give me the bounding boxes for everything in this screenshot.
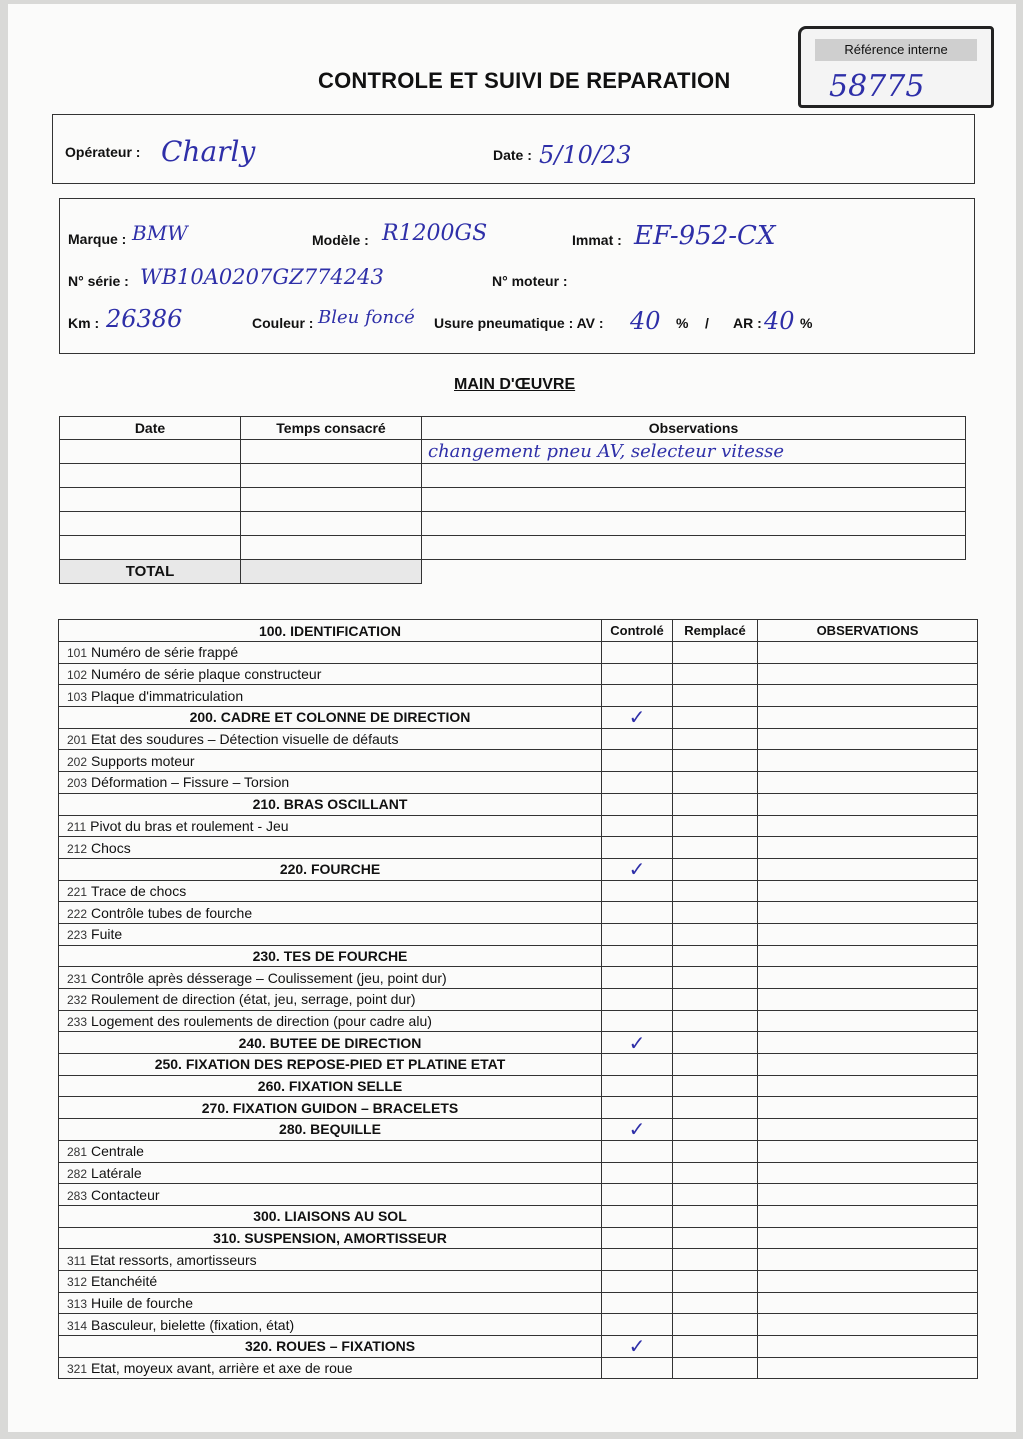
controle-checkbox[interactable] [602,1205,673,1227]
remplace-checkbox[interactable] [673,750,758,772]
checklist-item [59,1249,602,1271]
remplace-checkbox[interactable] [673,1097,758,1119]
checklist-col-controle: Controlé [602,620,673,642]
controle-checkbox[interactable] [602,967,673,989]
checklist-item-label: Logement des roulements de direction (pour cadre alu) [91,1013,432,1030]
controle-checkbox[interactable] [602,1227,673,1249]
remplace-checkbox[interactable] [673,685,758,707]
checklist-item-label: Pivot du bras et roulement - Jeu [90,817,289,834]
checklist-item-label: Roulement de direction (état, jeu, serrage, point dur) [91,991,416,1008]
checklist-item-code: 282 [67,1166,88,1181]
checklist-section-row [59,1097,978,1119]
checklist-item-label: Fuite [91,926,123,943]
remplace-checkbox[interactable] [673,1227,758,1249]
km-label: Km : [68,315,100,331]
remplace-checkbox[interactable] [673,967,758,989]
checklist-item [59,1270,602,1292]
checklist-item-row [59,902,978,924]
main-oeuvre-table [59,416,966,584]
checklist-item-row [59,1270,978,1292]
av-value[interactable]: 40 [630,307,661,335]
remplace-checkbox[interactable] [673,642,758,664]
mo-total-spacer [422,560,966,584]
remplace-checkbox[interactable] [673,902,758,924]
ar-percent: % [800,315,813,331]
checklist-item-code: 314 [67,1318,88,1333]
checklist-item-row [59,1314,978,1336]
mo-cell-observations[interactable]: changement pneu AV, selecteur vitesse [422,440,966,464]
observations-cell[interactable] [758,1249,978,1271]
checklist-section-row [59,945,978,967]
checklist-item-row [59,1010,978,1032]
observations-cell[interactable] [758,1162,978,1184]
checklist-item [59,967,602,989]
checklist-header-row [59,620,978,642]
serie-label: N° série : [68,273,129,289]
observations-cell[interactable] [758,750,978,772]
remplace-checkbox[interactable] [673,793,758,815]
remplace-checkbox[interactable] [673,772,758,794]
ar-label: AR : [733,315,762,331]
checkmark-icon: ✓ [628,705,646,730]
checklist-section-title: 260. FIXATION SELLE [59,1075,602,1097]
checklist-section-row [59,1119,978,1141]
controle-checkbox[interactable] [602,1119,673,1141]
checklist-item [59,1184,602,1206]
serie-value[interactable]: WB10A0207GZ774243 [140,265,384,289]
checklist-item-row [59,815,978,837]
observations-cell[interactable] [758,1075,978,1097]
checklist-item-code: 231 [67,971,88,986]
marque-value[interactable]: BMW [132,221,188,245]
date-value[interactable]: 5/10/23 [539,141,632,169]
checklist-item-row [59,989,978,1011]
checklist-item-code: 212 [67,841,88,856]
mo-col-temps: Temps consacré [241,417,422,440]
mo-cell-observations[interactable] [422,464,966,488]
checklist-section-title: 320. ROUES – FIXATIONS [59,1336,602,1358]
mo-col-observations: Observations [422,417,966,440]
checklist-section-title: 200. CADRE ET COLONNE DE DIRECTION [59,707,602,729]
controle-checkbox[interactable] [602,1032,673,1054]
controle-checkbox[interactable] [602,1184,673,1206]
checklist-item-row [59,728,978,750]
av-percent: % [676,315,689,331]
remplace-checkbox[interactable] [673,728,758,750]
mo-row [60,440,966,464]
checklist-item [59,1010,602,1032]
mo-cell-date[interactable] [60,512,241,536]
checklist-item-row [59,1249,978,1271]
checklist-item-code: 201 [67,733,88,748]
controle-checkbox[interactable] [602,858,673,880]
controle-checkbox[interactable] [602,1249,673,1271]
av-ar-separator: / [705,315,709,331]
checklist-item-code: 202 [67,754,88,769]
remplace-checkbox[interactable] [673,945,758,967]
remplace-checkbox[interactable] [673,858,758,880]
checklist-item-row [59,967,978,989]
checklist-item-label: Etanchéité [91,1273,158,1290]
remplace-checkbox[interactable] [673,815,758,837]
remplace-checkbox[interactable] [673,1270,758,1292]
operator-value[interactable]: Charly [161,135,256,168]
checklist-item-label: Latérale [91,1164,142,1181]
observations-cell[interactable] [758,1010,978,1032]
mo-cell-temps[interactable] [241,440,422,464]
checklist-section-row [59,1032,978,1054]
checklist-item [59,1162,602,1184]
couleur-label: Couleur : [252,315,314,331]
observations-cell[interactable] [758,1336,978,1358]
ar-value[interactable]: 40 [764,307,795,335]
remplace-checkbox[interactable] [673,837,758,859]
checklist-item-code: 312 [67,1275,88,1290]
marque-label: Marque : [68,231,127,247]
observations-cell[interactable] [758,902,978,924]
checklist-item [59,837,602,859]
checklist-item-code: 232 [67,993,88,1008]
checklist-section-title: 230. TES DE FOURCHE [59,945,602,967]
controle-checkbox[interactable] [602,1357,673,1379]
checklist-item-row [59,663,978,685]
observations-cell[interactable] [758,685,978,707]
mo-cell-date[interactable] [60,536,241,560]
checklist-item-code: 222 [67,906,88,921]
controle-checkbox[interactable] [602,902,673,924]
remplace-checkbox[interactable] [673,1336,758,1358]
checklist-section-row [59,707,978,729]
checklist-item-row [59,1140,978,1162]
checklist-section-row [59,1075,978,1097]
controle-checkbox[interactable] [602,815,673,837]
checklist-item-row [59,750,978,772]
couleur-value[interactable]: Bleu foncé [318,307,415,328]
controle-checkbox[interactable] [602,923,673,945]
checklist-item-row [59,1162,978,1184]
observations-cell[interactable] [758,642,978,664]
remplace-checkbox[interactable] [673,1010,758,1032]
observations-cell[interactable] [758,858,978,880]
observations-cell[interactable] [758,1314,978,1336]
mo-cell-date[interactable] [60,440,241,464]
controle-checkbox[interactable] [602,1054,673,1076]
observations-cell[interactable] [758,815,978,837]
moteur-label: N° moteur : [492,273,568,289]
mo-cell-observations[interactable] [422,536,966,560]
checklist-section-row [59,858,978,880]
checklist-item-label: Contacteur [91,1186,160,1203]
mo-cell-temps[interactable] [241,536,422,560]
remplace-checkbox[interactable] [673,1140,758,1162]
checklist-section-row [59,1336,978,1358]
observations-cell[interactable] [758,1119,978,1141]
controle-checkbox[interactable] [602,1292,673,1314]
mo-row [60,488,966,512]
checklist-item-row [59,1184,978,1206]
checklist-item-code: 233 [67,1015,88,1030]
checkmark-icon: ✓ [628,1334,646,1359]
controle-checkbox[interactable] [602,1270,673,1292]
remplace-checkbox[interactable] [673,1292,758,1314]
checklist-section-title: 210. BRAS OSCILLANT [59,793,602,815]
checklist-item-label: Huile de fourche [91,1294,193,1311]
checklist-section-title: 310. SUSPENSION, AMORTISSEUR [59,1227,602,1249]
checklist-section-row [59,1054,978,1076]
checklist-col-observations: OBSERVATIONS [758,620,978,642]
operator-label: Opérateur : [65,144,141,160]
remplace-checkbox[interactable] [673,923,758,945]
checklist-item-label: Centrale [91,1143,144,1160]
observations-cell[interactable] [758,1097,978,1119]
checklist-table [58,619,978,1379]
checklist-section-title: 100. IDENTIFICATION [59,620,602,642]
observations-cell[interactable] [758,663,978,685]
checklist-item-code: 103 [67,689,88,704]
checklist-item-label: Plaque d'immatriculation [91,687,244,704]
controle-checkbox[interactable] [602,750,673,772]
reference-label: Référence interne [815,39,977,61]
checklist-item-row [59,923,978,945]
checklist-item [59,1314,602,1336]
remplace-checkbox[interactable] [673,1032,758,1054]
checklist-item [59,642,602,664]
observations-cell[interactable] [758,1292,978,1314]
observations-cell[interactable] [758,1205,978,1227]
checklist-item-row [59,837,978,859]
immat-value[interactable]: EF-952-CX [634,221,776,251]
remplace-checkbox[interactable] [673,1314,758,1336]
checklist-item-code: 102 [67,668,88,683]
date-label: Date : [493,147,532,163]
mo-cell-temps[interactable] [241,488,422,512]
observations-cell[interactable] [758,772,978,794]
controle-checkbox[interactable] [602,880,673,902]
observations-cell[interactable] [758,923,978,945]
checklist-item [59,1357,602,1379]
main-oeuvre-title: MAIN D'ŒUVRE [454,376,576,393]
mo-row [60,536,966,560]
checkmark-icon: ✓ [628,857,646,882]
checklist-item [59,815,602,837]
checklist-item-label: Déformation – Fissure – Torsion [91,774,290,791]
controle-checkbox[interactable] [602,945,673,967]
modele-label: Modèle : [312,232,369,248]
observations-cell[interactable] [758,945,978,967]
mo-total-label: TOTAL [60,560,241,584]
controle-checkbox[interactable] [602,1336,673,1358]
controle-checkbox[interactable] [602,837,673,859]
controle-checkbox[interactable] [602,1140,673,1162]
checklist-item-label: Numéro de série frappé [91,644,239,661]
checklist-item-row [59,642,978,664]
checklist-item [59,663,602,685]
checklist-section-title: 270. FIXATION GUIDON – BRACELETS [59,1097,602,1119]
checklist-item-label: Numéro de série plaque constructeur [91,666,322,683]
observations-cell[interactable] [758,728,978,750]
checklist-item-label: Chocs [91,839,131,856]
controle-checkbox[interactable] [602,1097,673,1119]
vehicle-box [59,198,975,354]
checklist-section-title: 280. BEQUILLE [59,1119,602,1141]
checklist-section-title: 300. LIAISONS AU SOL [59,1205,602,1227]
controle-checkbox[interactable] [602,685,673,707]
checklist-item-label: Etat des soudures – Détection visuelle de défauts [91,731,399,748]
controle-checkbox[interactable] [602,728,673,750]
observations-cell[interactable] [758,793,978,815]
checklist-item-label: Etat, moyeux avant, arrière et axe de roue [91,1360,353,1377]
checklist-item-code: 203 [67,776,88,791]
immat-label: Immat : [572,232,622,248]
checklist-body [59,642,978,1379]
remplace-checkbox[interactable] [673,989,758,1011]
controle-checkbox[interactable] [602,989,673,1011]
checklist-item [59,989,602,1011]
controle-checkbox[interactable] [602,707,673,729]
controle-checkbox[interactable] [602,793,673,815]
observations-cell[interactable] [758,967,978,989]
checklist-item-row [59,1292,978,1314]
main-oeuvre-header-row [60,417,966,440]
mo-cell-observations[interactable] [422,512,966,536]
mo-row [60,512,966,536]
mo-total-row [60,560,966,584]
observations-cell[interactable] [758,1054,978,1076]
controle-checkbox[interactable] [602,1075,673,1097]
mo-cell-date[interactable] [60,488,241,512]
checklist-item-row [59,772,978,794]
checklist-item-row [59,880,978,902]
remplace-checkbox[interactable] [673,1357,758,1379]
observations-cell[interactable] [758,707,978,729]
checklist-section-row [59,793,978,815]
checklist-item-code: 311 [67,1253,87,1268]
observations-cell[interactable] [758,1357,978,1379]
modele-value[interactable]: R1200GS [382,221,488,246]
controle-checkbox[interactable] [602,1314,673,1336]
checklist-item [59,1140,602,1162]
observations-cell[interactable] [758,1270,978,1292]
checklist-item [59,728,602,750]
page-title: CONTROLE ET SUIVI DE REPARATION [318,68,731,93]
checklist-item-row [59,1357,978,1379]
operator-box [52,114,975,184]
checklist-item-code: 211 [67,819,87,834]
observations-cell[interactable] [758,1032,978,1054]
observations-cell[interactable] [758,1227,978,1249]
remplace-checkbox[interactable] [673,880,758,902]
remplace-checkbox[interactable] [673,1184,758,1206]
checklist-item-code: 221 [67,884,88,899]
checklist-section-title: 240. BUTEE DE DIRECTION [59,1032,602,1054]
checklist-item-label: Contrôle tubes de fourche [91,904,253,921]
remplace-checkbox[interactable] [673,663,758,685]
checklist-col-remplace: Remplacé [673,620,758,642]
controle-checkbox[interactable] [602,1162,673,1184]
checklist-item [59,685,602,707]
remplace-checkbox[interactable] [673,1075,758,1097]
mo-cell-date[interactable] [60,464,241,488]
checklist-item-code: 283 [67,1188,88,1203]
checklist-item [59,1292,602,1314]
mo-cell-observations[interactable] [422,488,966,512]
mo-col-date: Date [60,417,241,440]
checklist-item-code: 281 [67,1145,88,1160]
checklist-item-label: Trace de chocs [91,882,187,899]
checklist-item-code: 101 [67,646,88,661]
checklist-item-code: 313 [67,1296,88,1311]
observations-cell[interactable] [758,1184,978,1206]
km-value[interactable]: 26386 [106,305,183,333]
reference-value[interactable]: 58775 [829,69,925,104]
remplace-checkbox[interactable] [673,1119,758,1141]
observations-cell[interactable] [758,837,978,859]
controle-checkbox[interactable] [602,663,673,685]
observations-cell[interactable] [758,1140,978,1162]
remplace-checkbox[interactable] [673,1205,758,1227]
checklist-item-label: Supports moteur [91,752,195,769]
mo-total-value[interactable] [241,560,422,584]
controle-checkbox[interactable] [602,642,673,664]
mo-cell-temps[interactable] [241,464,422,488]
checklist-item [59,772,602,794]
checklist-item-label: Contrôle après désserage – Coulissement (jeu, point dur) [91,969,447,986]
reference-box [798,26,994,108]
controle-checkbox[interactable] [602,1010,673,1032]
observations-cell[interactable] [758,989,978,1011]
checklist-item [59,923,602,945]
usure-label: Usure pneumatique : AV : [434,315,604,331]
remplace-checkbox[interactable] [673,1054,758,1076]
checklist-item-code: 223 [67,928,88,943]
checklist-item-row [59,685,978,707]
remplace-checkbox[interactable] [673,1162,758,1184]
checklist-item-label: Etat ressorts, amortisseurs [90,1251,257,1268]
remplace-checkbox[interactable] [673,1249,758,1271]
controle-checkbox[interactable] [602,772,673,794]
checkmark-icon: ✓ [628,1117,646,1142]
checklist-section-row [59,1227,978,1249]
checklist-section-title: 220. FOURCHE [59,858,602,880]
mo-cell-temps[interactable] [241,512,422,536]
checklist-item-code: 321 [67,1362,88,1377]
checklist-item-label: Basculeur, bielette (fixation, état) [91,1316,295,1333]
mo-row [60,464,966,488]
checklist-item [59,880,602,902]
checklist-item [59,750,602,772]
observations-cell[interactable] [758,880,978,902]
checklist-item [59,902,602,924]
remplace-checkbox[interactable] [673,707,758,729]
checklist-section-row [59,1205,978,1227]
checklist-section-title: 250. FIXATION DES REPOSE-PIED ET PLATINE ETAT [59,1054,602,1076]
checkmark-icon: ✓ [628,1030,646,1055]
